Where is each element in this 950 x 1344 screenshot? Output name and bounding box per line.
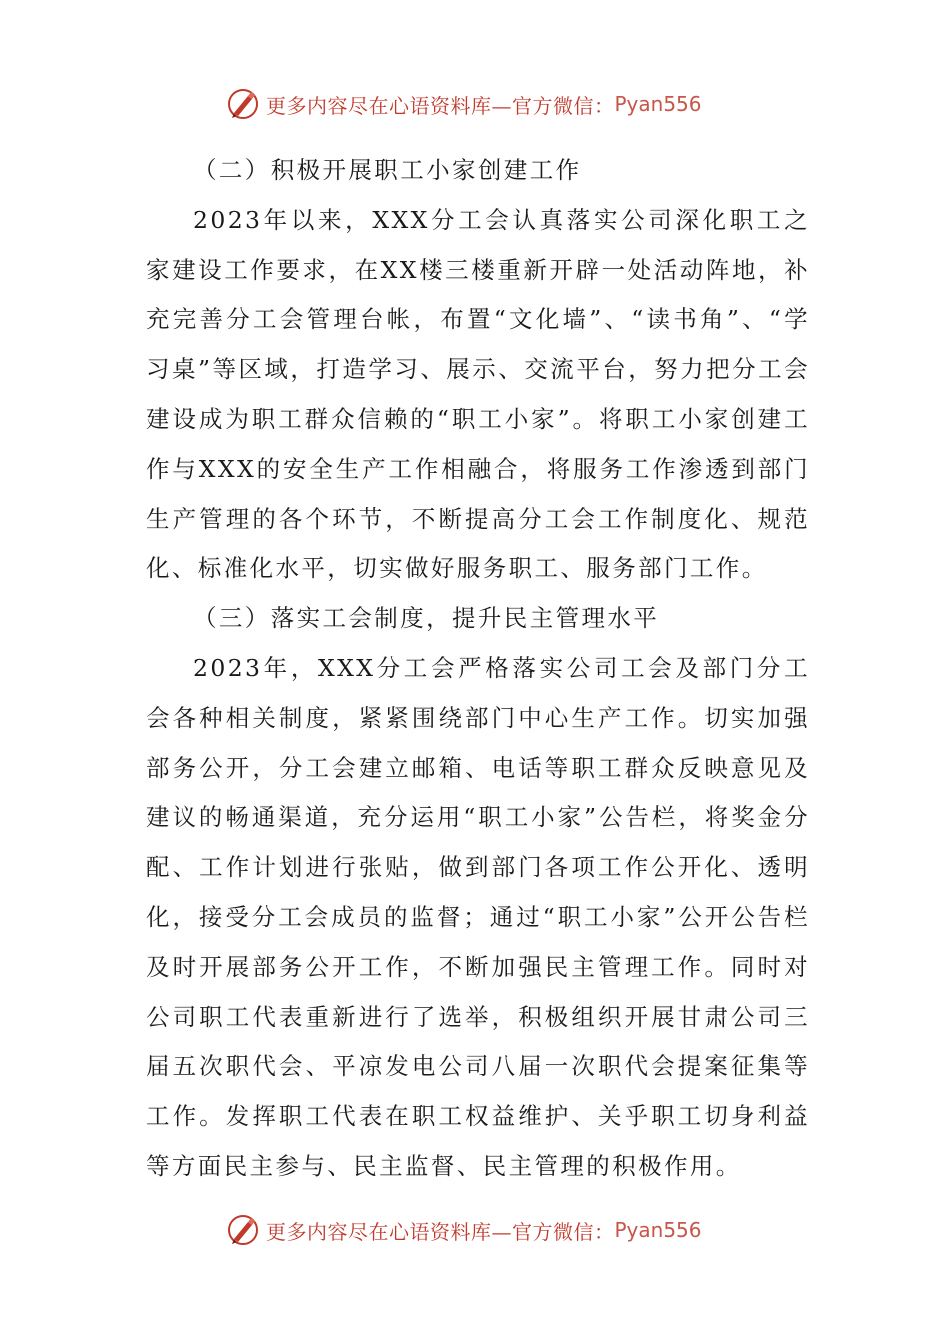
watermark-text: 更多内容尽在心语资料库—官方微信： <box>266 1219 615 1244</box>
watermark-header <box>226 84 702 124</box>
section-heading-2: （二）积极开展职工小家创建工作 <box>193 156 582 184</box>
watermark-wechat-id: Pyan556 <box>614 1218 702 1242</box>
watermark-footer <box>226 1210 702 1250</box>
pen-logo-icon <box>226 87 260 121</box>
section-heading-3: （三）落实工会制度，提升民主管理水平 <box>193 604 660 633</box>
watermark-text: 更多内容尽在心语资料库—官方微信： <box>266 93 615 118</box>
watermark-wechat-id: Pyan556 <box>614 92 702 116</box>
section-paragraph-3: 2023年，XXX分工会严格落实公司工会及部门分工会各种相关制度，紧紧围绕部门中心生产工作。切实加强部务公开，分工会建立邮箱、电话等职工群众反映意见及建议的畅通渠道，充分运用“职工小家”公告栏，将奖金分配、工作计划进行张贴，做到部门各项工作公开化、透明化，接受分工会成员的监督；通过“职工小家”公开公告栏及时开展部务公开工作，不断加强民主管理工作。同时对公司职工代表重新进行了选举，积极组织开展甘肃公司三届五次职代会、平凉发电公司八届一次职代会提案征集等工作。发挥职工代表在职工权益维护、关乎职工切身利益等方面民主参与、民主监督、民主管理的积极作用。 <box>146 653 810 1180</box>
pen-logo-icon <box>226 1213 260 1247</box>
section-paragraph-2: 2023年以来，XXX分工会认真落实公司深化职工之家建设工作要求，在XX楼三楼重新开辟一处活动阵地，补充完善分工会管理台帐，布置“文化墙”、“读书角”、“学习桌”等区域，打造学习、展示、交流平台，努力把分工会建设成为职工群众信赖的“职工小家”。将职工小家创建工作与XXX的安全生产工作相融合，将服务工作渗透到部门生产管理的各个环节，不断提高分工会工作制度化、规范化、标准化水平，切实做好服务职工、服务部门工作。 <box>146 205 810 583</box>
document-body <box>146 146 810 1192</box>
